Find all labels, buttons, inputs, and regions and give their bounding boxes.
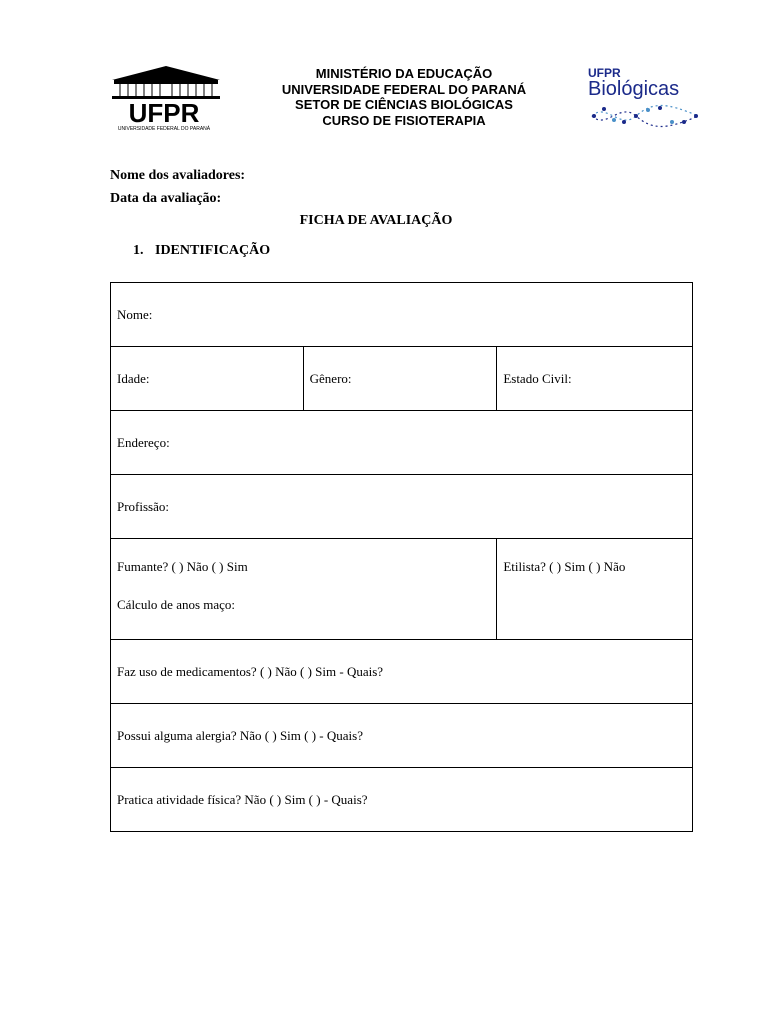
physical-activity-field[interactable] (111, 768, 693, 832)
allergy-field[interactable] (111, 704, 693, 768)
biologicas-logo-main-text: Biológicas (588, 78, 680, 100)
profession-label: Profissão: (117, 498, 169, 514)
pack-years-label: Cálculo de anos maço: (117, 597, 236, 612)
section-number: 1. (133, 243, 144, 258)
header-line-university: UNIVERSIDADE FEDERAL DO PARANÁ (281, 81, 527, 97)
header-line-sector: SETOR DE CIÊNCIAS BIOLÓGICAS (295, 97, 513, 112)
allergy-question: Possui alguma alergia? Não ( ) Sim ( ) - Quais? (117, 727, 363, 743)
age-field[interactable] (111, 347, 304, 411)
marital-status-label: Estado Civil: (503, 370, 572, 386)
address-label: Endereço: (117, 434, 170, 450)
name-field[interactable] (111, 283, 693, 347)
identification-table (110, 282, 693, 832)
ufpr-logo-text: UFPR (128, 98, 200, 128)
alcohol-question: Etilista? ( ) Sim ( ) Não (503, 559, 626, 574)
form-title: FICHA DE AVALIAÇÃO (299, 213, 453, 228)
marital-status-field[interactable] (497, 347, 693, 411)
medication-field[interactable] (111, 640, 693, 704)
header-line-course: CURSO DE FISIOTERAPIA (322, 112, 486, 128)
gender-label: Gênero: (309, 370, 352, 386)
institution-header (230, 66, 578, 128)
physical-activity-question: Pratica atividade física? Não ( ) Sim ( ) - Quais? (117, 791, 368, 807)
dna-helix-icon (592, 106, 698, 127)
ufpr-biologicas-logo (586, 64, 702, 130)
medication-question: Faz uso de medicamentos? ( ) Não ( ) Sim - Quais? (117, 663, 384, 679)
biologicas-logo-ufpr-text: UFPR (588, 66, 621, 80)
ufpr-logo-caption: UNIVERSIDADE FEDERAL DO PARANÁ (117, 126, 211, 132)
section-name: IDENTIFICAÇÃO (155, 243, 271, 258)
evaluation-date-label: Data da avaliação: (110, 191, 222, 206)
header-line-ministry: MINISTÉRIO DA EDUCAÇÃO (315, 66, 493, 81)
section-title (133, 243, 270, 259)
age-label: Idade: (117, 370, 150, 386)
alcohol-field[interactable] (497, 539, 693, 640)
smoker-question: Fumante? ( ) Não ( ) Sim (117, 559, 248, 574)
ufpr-logo (108, 62, 224, 132)
name-label: Nome: (117, 306, 153, 322)
profession-field[interactable] (111, 475, 693, 539)
smoker-field[interactable] (111, 539, 497, 640)
address-field[interactable] (111, 411, 693, 475)
gender-field[interactable] (303, 347, 497, 411)
building-icon (112, 66, 220, 99)
evaluators-label: Nome dos avaliadores: (110, 168, 246, 183)
